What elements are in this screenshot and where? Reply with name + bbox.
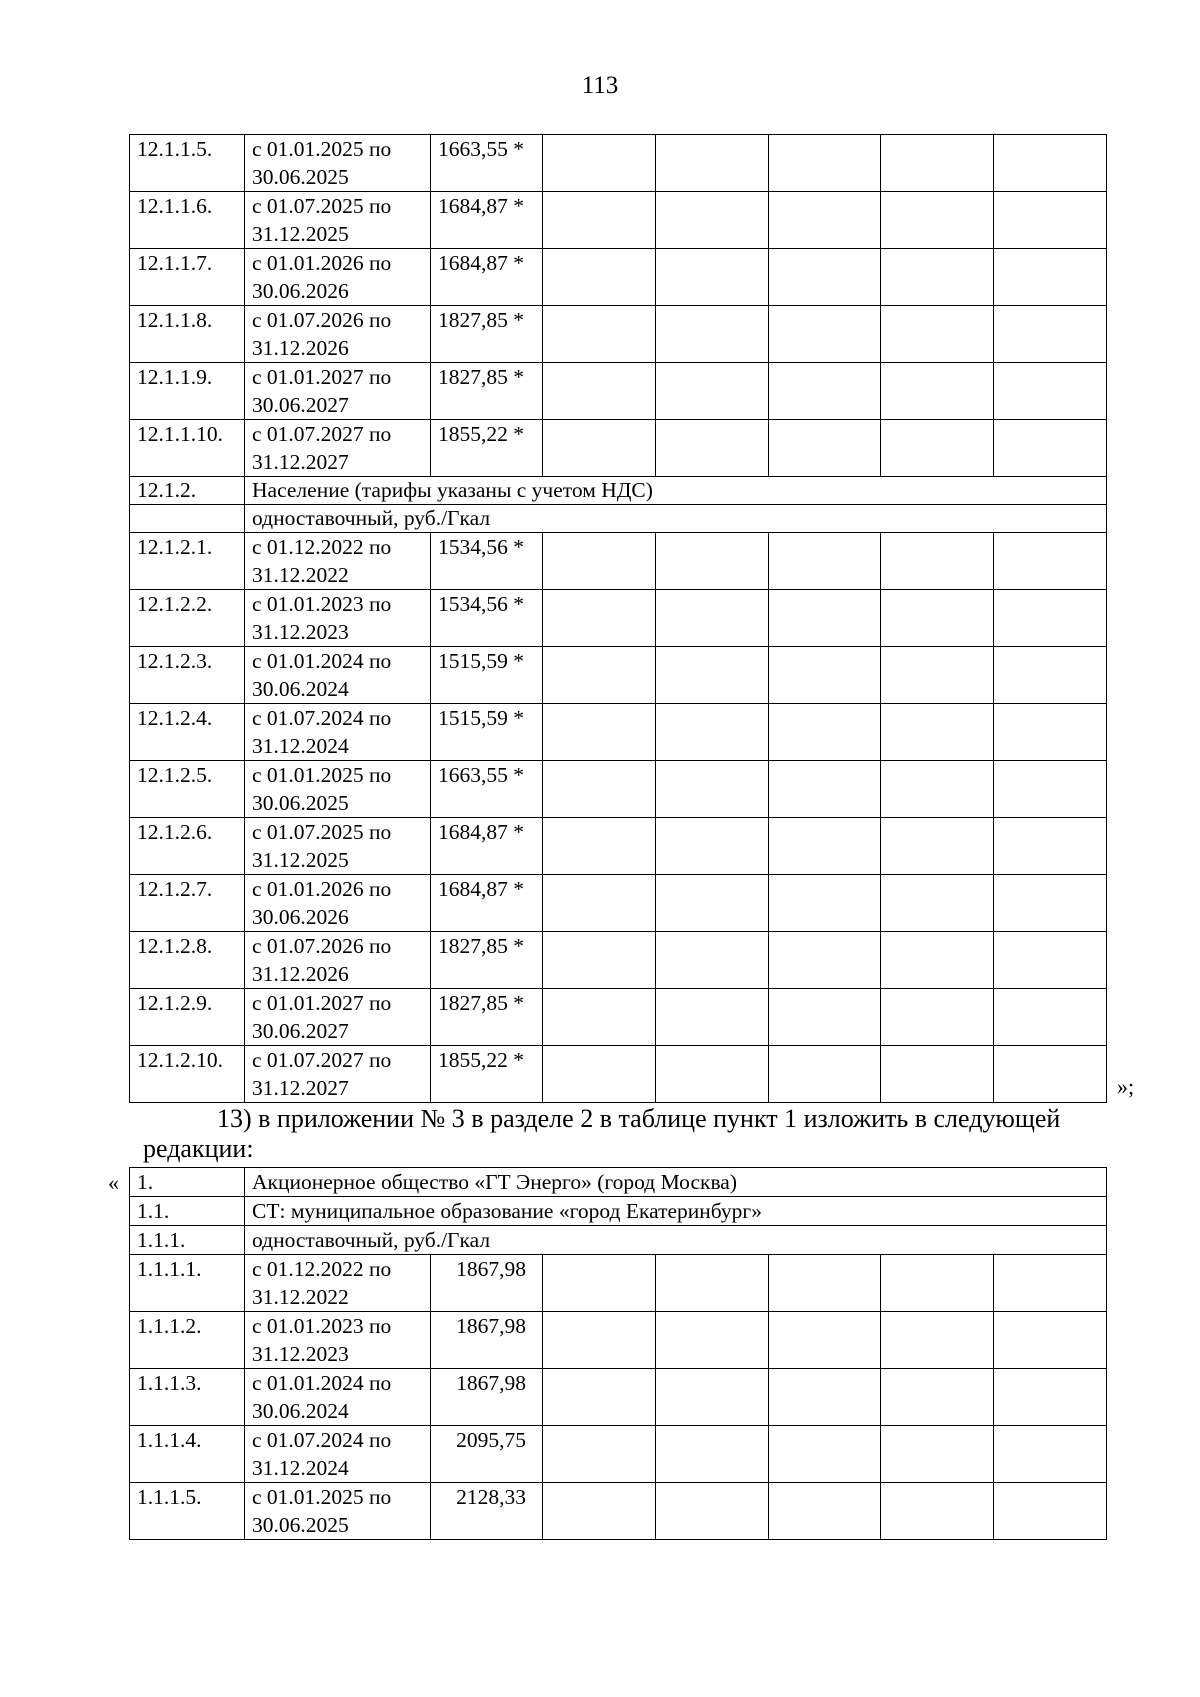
period-start: с 01.07.2025 по [252, 820, 392, 844]
empty-cell [543, 932, 656, 989]
empty-cell [994, 1046, 1107, 1103]
period-end: 30.06.2026 [252, 905, 349, 929]
tariff-value: 1827,85 * [431, 989, 543, 1046]
period-start: с 01.12.2022 по [252, 535, 392, 559]
period-cell [245, 932, 431, 989]
empty-cell [881, 875, 994, 932]
period-cell [245, 761, 431, 818]
period-end: 31.12.2024 [252, 734, 349, 758]
row-number: 1.1.1.4. [130, 1426, 245, 1483]
empty-cell [656, 306, 769, 363]
empty-cell [769, 420, 881, 477]
period-cell [245, 306, 431, 363]
opening-quote-mark: « [108, 1170, 119, 1195]
row-number: 12.1.1.6. [130, 192, 245, 249]
empty-cell [656, 1426, 769, 1483]
empty-cell [769, 1483, 881, 1540]
period-start: с 01.12.2022 по [252, 1257, 392, 1281]
period-start: с 01.01.2023 по [252, 1314, 392, 1338]
empty-cell [543, 363, 656, 420]
table-row [130, 1369, 1107, 1426]
paragraph-line-1: 13) в приложении № 3 в разделе 2 в таблице пункт 1 изложить в следующей [217, 1104, 1061, 1133]
table-row [130, 875, 1107, 932]
empty-cell [881, 647, 994, 704]
table-row [130, 704, 1107, 761]
period-cell [245, 1255, 431, 1312]
period-end: 30.06.2025 [252, 165, 349, 189]
period-end: 30.06.2026 [252, 279, 349, 303]
table-row [130, 306, 1107, 363]
empty-cell [543, 1369, 656, 1426]
empty-cell [656, 1369, 769, 1426]
tariff-table-bottom [129, 1167, 1107, 1540]
period-end: 31.12.2022 [252, 563, 349, 587]
empty-cell [881, 1369, 994, 1426]
row-number: 12.1.1.9. [130, 363, 245, 420]
period-cell [245, 989, 431, 1046]
row-number: 12.1.1.8. [130, 306, 245, 363]
tariff-value: 1684,87 * [431, 249, 543, 306]
empty-cell [543, 249, 656, 306]
period-cell [245, 420, 431, 477]
empty-cell [769, 533, 881, 590]
period-cell [245, 249, 431, 306]
empty-cell [769, 704, 881, 761]
empty-cell [994, 989, 1107, 1046]
row-number: 12.1.2.10. [130, 1046, 245, 1103]
empty-cell [656, 932, 769, 989]
empty-cell [543, 1046, 656, 1103]
empty-cell [769, 989, 881, 1046]
row-number: 1. [130, 1168, 245, 1197]
period-end: 30.06.2024 [252, 677, 349, 701]
empty-cell [881, 704, 994, 761]
period-start: с 01.01.2024 по [252, 649, 392, 673]
empty-cell [656, 818, 769, 875]
tariff-value: 1867,98 [431, 1312, 543, 1369]
row-number: 1.1.1.1. [130, 1255, 245, 1312]
empty-cell [769, 1255, 881, 1312]
table-row [130, 192, 1107, 249]
period-start: с 01.07.2026 по [252, 308, 392, 332]
empty-cell [769, 1312, 881, 1369]
empty-cell [881, 533, 994, 590]
empty-cell [656, 249, 769, 306]
period-cell [245, 1426, 431, 1483]
empty-cell [656, 1312, 769, 1369]
row-number: 12.1.2.6. [130, 818, 245, 875]
empty-cell [994, 1426, 1107, 1483]
period-start: с 01.07.2027 по [252, 422, 392, 446]
empty-cell [994, 704, 1107, 761]
empty-cell [543, 1312, 656, 1369]
tariff-value: 2095,75 [431, 1426, 543, 1483]
table-section-row [130, 1168, 1107, 1197]
table-section-row [130, 477, 1107, 505]
empty-cell [543, 875, 656, 932]
period-end: 31.12.2023 [252, 1342, 349, 1366]
row-number: 12.1.2.7. [130, 875, 245, 932]
table-row [130, 533, 1107, 590]
empty-cell [881, 1046, 994, 1103]
table-row [130, 932, 1107, 989]
empty-cell [994, 875, 1107, 932]
tariff-value: 1515,59 * [431, 647, 543, 704]
empty-cell [994, 420, 1107, 477]
period-end: 31.12.2027 [252, 450, 349, 474]
empty-cell [881, 932, 994, 989]
table-row [130, 647, 1107, 704]
period-end: 31.12.2026 [252, 962, 349, 986]
empty-cell [769, 306, 881, 363]
empty-cell [656, 533, 769, 590]
section-label: СТ: муниципальное образование «город Екатеринбург» [245, 1197, 1107, 1226]
empty-cell [769, 761, 881, 818]
period-end: 30.06.2024 [252, 1399, 349, 1423]
empty-cell [994, 590, 1107, 647]
empty-cell [543, 306, 656, 363]
period-cell [245, 1483, 431, 1540]
empty-cell [543, 989, 656, 1046]
empty-cell [543, 135, 656, 192]
empty-cell [769, 1369, 881, 1426]
row-number: 12.1.1.7. [130, 249, 245, 306]
empty-cell [656, 761, 769, 818]
empty-cell [994, 363, 1107, 420]
table-row [130, 135, 1107, 192]
empty-cell [881, 249, 994, 306]
row-number: 1.1.1.3. [130, 1369, 245, 1426]
row-number: 12.1.1.5. [130, 135, 245, 192]
period-end: 31.12.2024 [252, 1456, 349, 1480]
empty-cell [769, 647, 881, 704]
empty-cell [881, 761, 994, 818]
section-label: Акционерное общество «ГТ Энерго» (город Москва) [245, 1168, 1107, 1197]
empty-cell [881, 135, 994, 192]
empty-cell [543, 1255, 656, 1312]
period-start: с 01.07.2026 по [252, 934, 392, 958]
period-start: с 01.01.2024 по [252, 1371, 392, 1395]
period-end: 30.06.2027 [252, 1019, 349, 1043]
empty-cell [656, 135, 769, 192]
period-start: с 01.01.2025 по [252, 1485, 392, 1509]
period-cell [245, 590, 431, 647]
tariff-value: 1867,98 [431, 1369, 543, 1426]
empty-cell [994, 1255, 1107, 1312]
row-number: 1.1.1.2. [130, 1312, 245, 1369]
empty-cell [881, 818, 994, 875]
period-cell [245, 1046, 431, 1103]
empty-cell [994, 1483, 1107, 1540]
row-number: 12.1.2.5. [130, 761, 245, 818]
row-number: 12.1.2.4. [130, 704, 245, 761]
period-end: 31.12.2027 [252, 1076, 349, 1100]
row-number: 12.1.2.3. [130, 647, 245, 704]
row-number: 12.1.2.9. [130, 989, 245, 1046]
row-number: 12.1.2. [130, 477, 245, 505]
period-start: с 01.01.2027 по [252, 365, 392, 389]
table-row [130, 249, 1107, 306]
period-end: 30.06.2025 [252, 791, 349, 815]
table-row [130, 761, 1107, 818]
empty-cell [994, 932, 1107, 989]
empty-cell [881, 1255, 994, 1312]
row-number: 1.1. [130, 1197, 245, 1226]
section-label: Население (тарифы указаны с учетом НДС) [245, 477, 1107, 505]
empty-cell [656, 192, 769, 249]
empty-cell [656, 363, 769, 420]
empty-cell [881, 590, 994, 647]
period-start: с 01.01.2025 по [252, 763, 392, 787]
period-start: с 01.01.2026 по [252, 877, 392, 901]
empty-cell [994, 1312, 1107, 1369]
tariff-value: 1684,87 * [431, 875, 543, 932]
table-row [130, 1046, 1107, 1103]
empty-cell [543, 1483, 656, 1540]
table-row [130, 363, 1107, 420]
tariff-value: 1827,85 * [431, 363, 543, 420]
section-label: одноставочный, руб./Гкал [245, 505, 1107, 533]
empty-cell [656, 704, 769, 761]
empty-cell [881, 1426, 994, 1483]
period-cell [245, 704, 431, 761]
table-row [130, 1483, 1107, 1540]
period-start: с 01.01.2026 по [252, 251, 392, 275]
empty-cell [656, 989, 769, 1046]
table-section-row [130, 1197, 1107, 1226]
row-number: 12.1.2.8. [130, 932, 245, 989]
empty-cell [656, 1046, 769, 1103]
tariff-value: 1534,56 * [431, 533, 543, 590]
row-number: 1.1.1. [130, 1226, 245, 1255]
empty-cell [543, 420, 656, 477]
period-end: 31.12.2022 [252, 1285, 349, 1309]
empty-cell [543, 818, 656, 875]
table-row [130, 1255, 1107, 1312]
period-cell [245, 1312, 431, 1369]
empty-cell [769, 590, 881, 647]
period-cell [245, 192, 431, 249]
page-number: 113 [581, 72, 619, 99]
tariff-value: 1827,85 * [431, 932, 543, 989]
tariff-value: 1534,56 * [431, 590, 543, 647]
period-start: с 01.07.2027 по [252, 1048, 392, 1072]
table-section-row [130, 1226, 1107, 1255]
period-cell [245, 1369, 431, 1426]
period-end: 31.12.2025 [252, 848, 349, 872]
period-end: 31.12.2026 [252, 336, 349, 360]
empty-cell [769, 249, 881, 306]
empty-cell [543, 647, 656, 704]
period-cell [245, 135, 431, 192]
period-end: 30.06.2027 [252, 393, 349, 417]
period-start: с 01.01.2025 по [252, 137, 392, 161]
tariff-table-top [129, 134, 1107, 1103]
empty-cell [656, 875, 769, 932]
table-row [130, 420, 1107, 477]
section-label: одноставочный, руб./Гкал [245, 1226, 1107, 1255]
period-start: с 01.07.2024 по [252, 706, 392, 730]
row-number: 12.1.1.10. [130, 420, 245, 477]
period-end: 30.06.2025 [252, 1513, 349, 1537]
empty-cell [881, 192, 994, 249]
tariff-value: 1867,98 [431, 1255, 543, 1312]
empty-cell [769, 932, 881, 989]
table-row [130, 989, 1107, 1046]
empty-cell [994, 1369, 1107, 1426]
empty-cell [543, 704, 656, 761]
empty-cell [769, 1426, 881, 1483]
empty-cell [543, 192, 656, 249]
period-start: с 01.07.2024 по [252, 1428, 392, 1452]
tariff-value: 2128,33 [431, 1483, 543, 1540]
empty-cell [994, 135, 1107, 192]
empty-cell [656, 647, 769, 704]
tariff-value: 1684,87 * [431, 192, 543, 249]
tariff-value: 1855,22 * [431, 420, 543, 477]
table-row [130, 590, 1107, 647]
period-end: 31.12.2025 [252, 222, 349, 246]
empty-cell [656, 1255, 769, 1312]
period-cell [245, 533, 431, 590]
empty-cell [656, 420, 769, 477]
period-start: с 01.07.2025 по [252, 194, 392, 218]
row-number: 1.1.1.5. [130, 1483, 245, 1540]
empty-cell [994, 647, 1107, 704]
empty-cell [994, 761, 1107, 818]
table-row [130, 1426, 1107, 1483]
empty-cell [543, 590, 656, 647]
period-cell [245, 875, 431, 932]
empty-cell [656, 1483, 769, 1540]
tariff-value: 1663,55 * [431, 761, 543, 818]
empty-cell [769, 875, 881, 932]
period-cell [245, 647, 431, 704]
empty-cell [994, 192, 1107, 249]
paragraph-line-2: редакции: [143, 1134, 254, 1163]
empty-cell [769, 818, 881, 875]
empty-cell [994, 818, 1107, 875]
empty-cell [881, 363, 994, 420]
tariff-value: 1827,85 * [431, 306, 543, 363]
row-number: 12.1.2.2. [130, 590, 245, 647]
period-start: с 01.01.2027 по [252, 991, 392, 1015]
row-number [130, 505, 245, 533]
closing-quote-mark: »; [1117, 1074, 1135, 1099]
empty-cell [769, 363, 881, 420]
period-cell [245, 363, 431, 420]
empty-cell [543, 533, 656, 590]
empty-cell [543, 761, 656, 818]
period-cell [245, 818, 431, 875]
tariff-value: 1855,22 * [431, 1046, 543, 1103]
empty-cell [881, 420, 994, 477]
period-end: 31.12.2023 [252, 620, 349, 644]
empty-cell [881, 1483, 994, 1540]
empty-cell [543, 1426, 656, 1483]
period-start: с 01.01.2023 по [252, 592, 392, 616]
empty-cell [769, 135, 881, 192]
table-row [130, 1312, 1107, 1369]
table-row [130, 818, 1107, 875]
empty-cell [881, 1312, 994, 1369]
tariff-value: 1663,55 * [431, 135, 543, 192]
empty-cell [994, 306, 1107, 363]
tariff-value: 1515,59 * [431, 704, 543, 761]
empty-cell [881, 989, 994, 1046]
row-number: 12.1.2.1. [130, 533, 245, 590]
empty-cell [656, 590, 769, 647]
empty-cell [994, 533, 1107, 590]
empty-cell [769, 1046, 881, 1103]
empty-cell [994, 249, 1107, 306]
table-section-row [130, 505, 1107, 533]
empty-cell [881, 306, 994, 363]
tariff-value: 1684,87 * [431, 818, 543, 875]
empty-cell [769, 192, 881, 249]
